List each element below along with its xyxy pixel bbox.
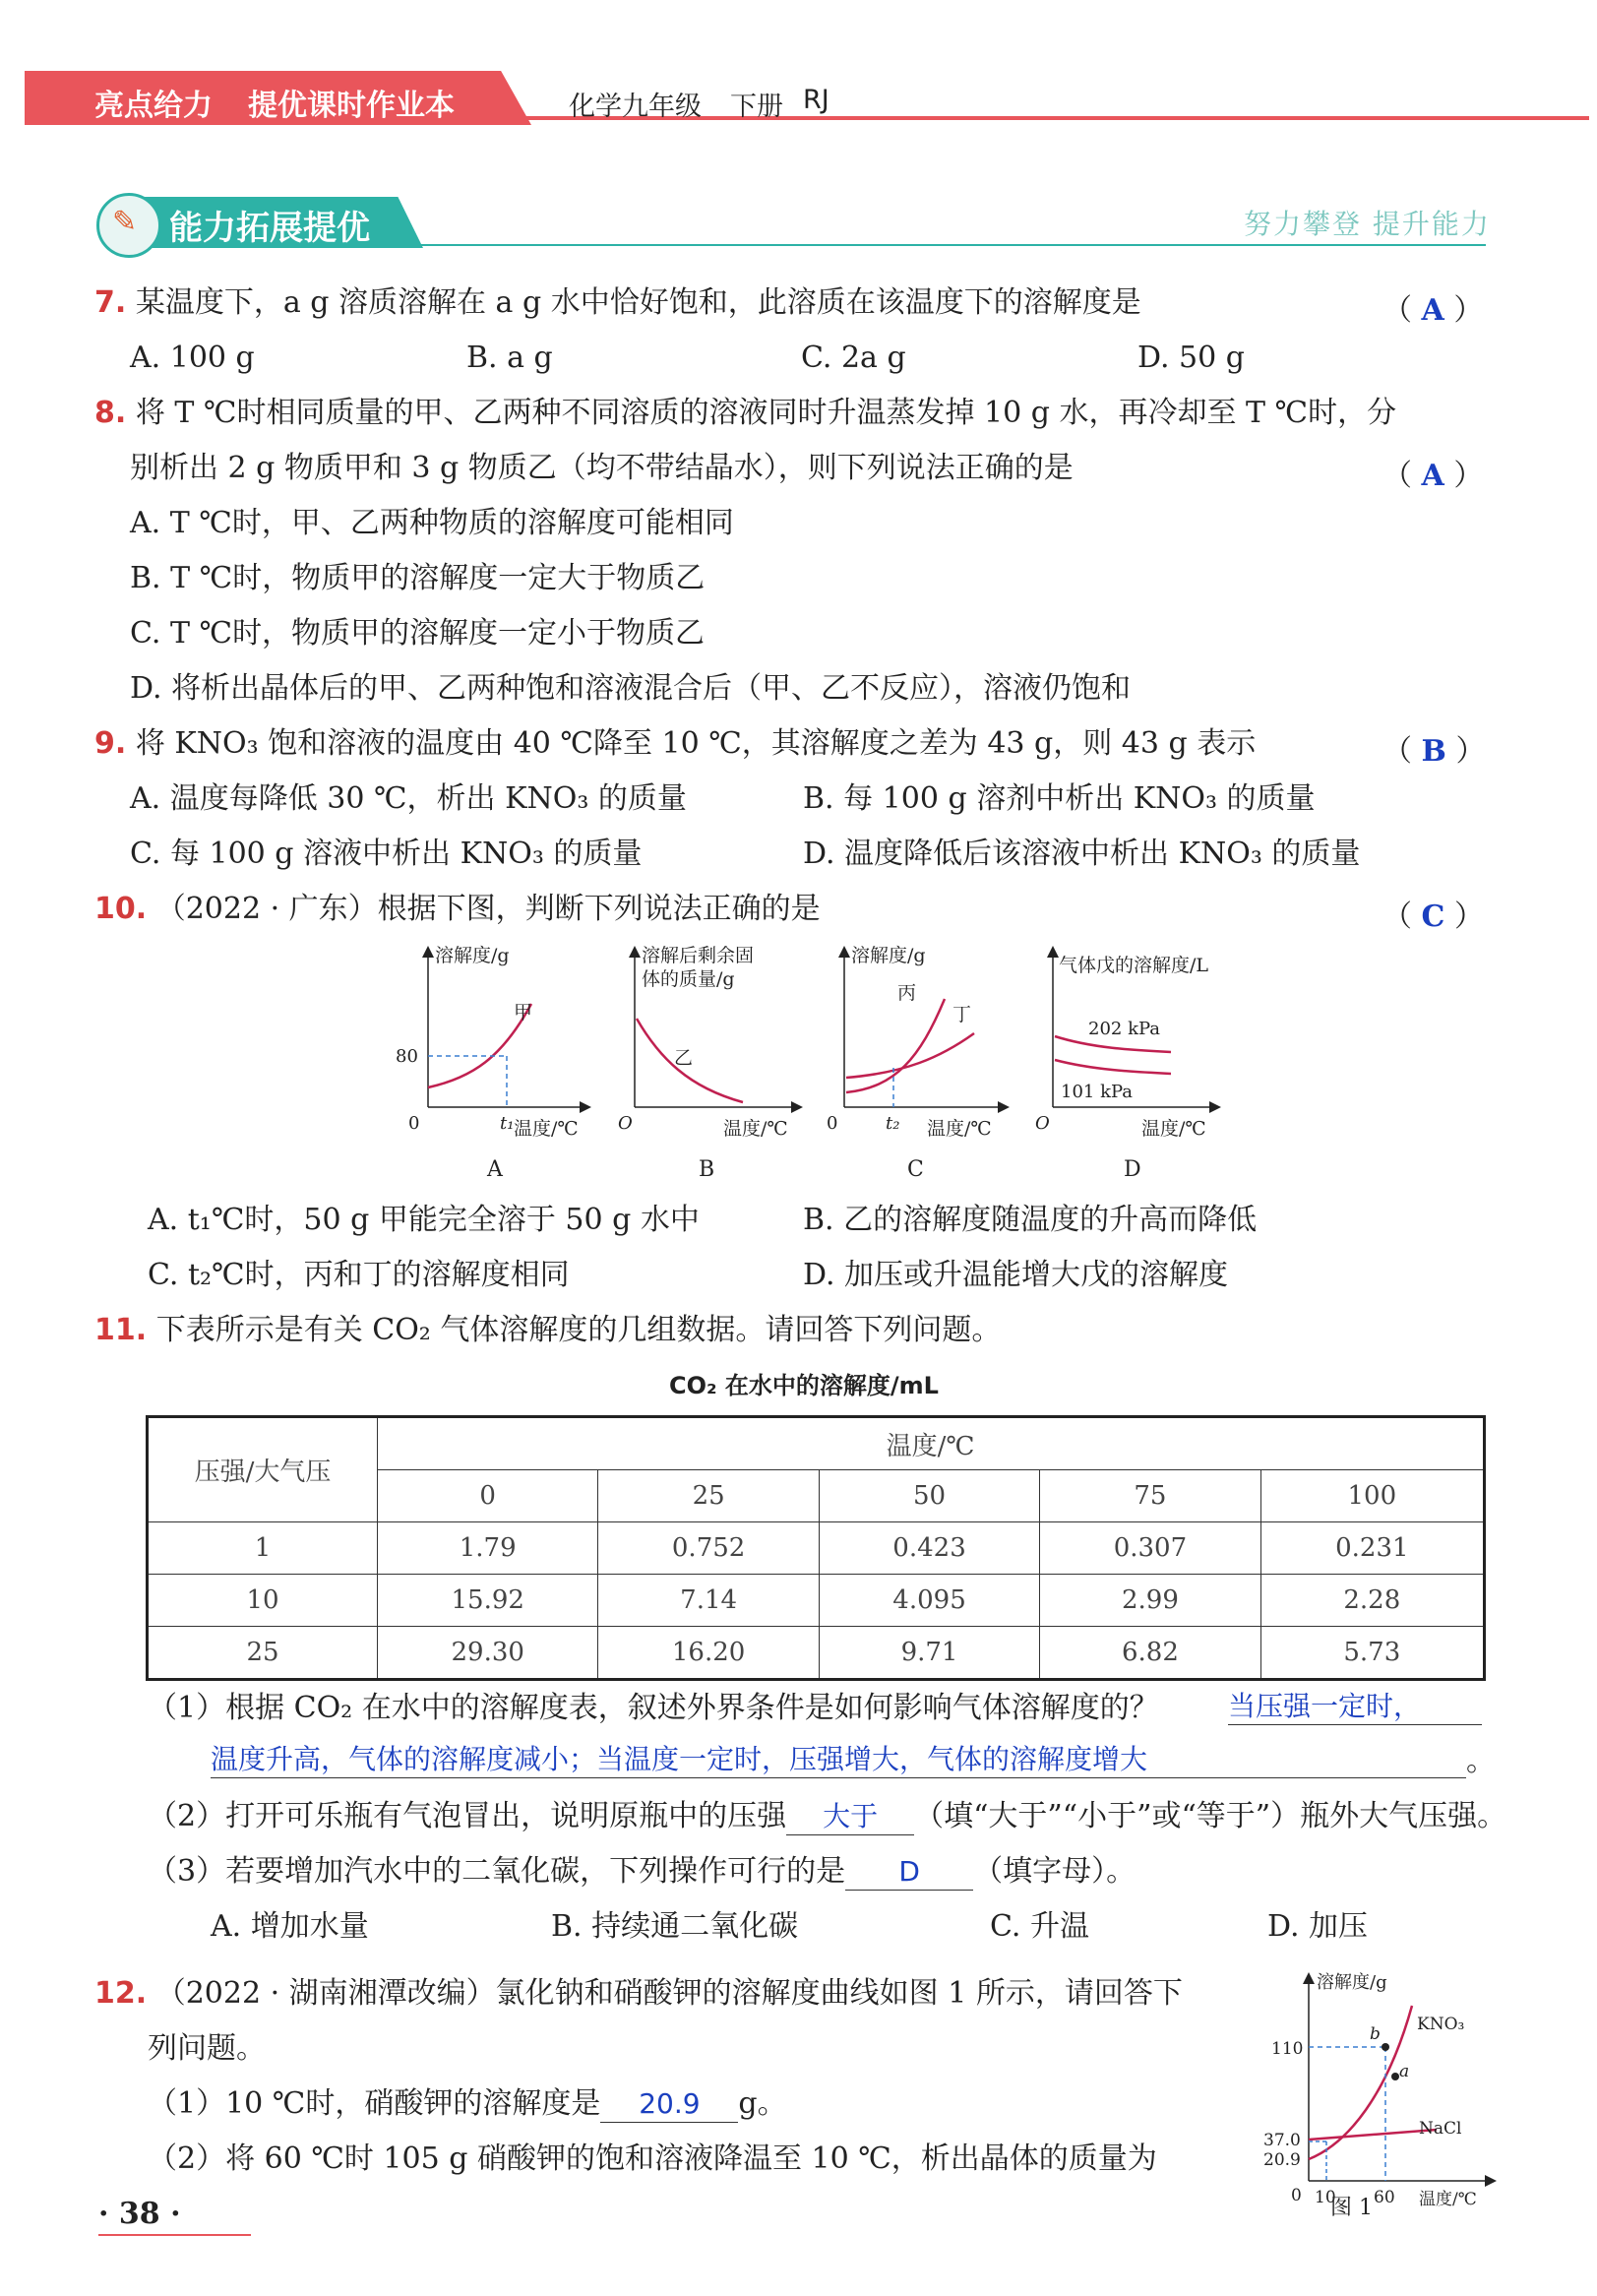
- graph-a-origin: 0: [408, 1113, 420, 1134]
- temp-0: 0: [378, 1470, 598, 1522]
- table-row-header: 压强/大气压: [148, 1417, 378, 1522]
- q7-number: 7.: [94, 285, 127, 320]
- brand-b: 提优课时作业本: [248, 89, 455, 123]
- section-rule: [413, 244, 1486, 246]
- q8-stem-line2: 别析出 2 g 物质甲和 3 g 物质乙（均不带结晶水），则下列说法正确的是: [130, 451, 1074, 485]
- graph-d-origin: O: [1035, 1113, 1050, 1134]
- fig1-xlabel: 温度/℃: [1419, 2190, 1477, 2209]
- fig1-point-b: [1382, 2043, 1389, 2051]
- q10-opt-d: D. 加压或升温能增大戊的溶解度: [803, 1258, 1229, 1292]
- pressure-cell: 10: [148, 1575, 378, 1627]
- fig1-nacl-curve: [1309, 2130, 1437, 2140]
- q10-opt-c: C. t₂℃时，丙和丁的溶解度相同: [148, 1258, 570, 1292]
- graph-c-caption: C: [907, 1157, 924, 1182]
- pressure-cell: 25: [148, 1627, 378, 1680]
- fig1-xtick-60: 60: [1374, 2188, 1395, 2207]
- graph-c-xtick: t₂: [886, 1113, 900, 1134]
- q12-number: 12.: [94, 1976, 148, 2011]
- q12-stem-line2: 列问题。: [148, 2031, 266, 2066]
- graph-b-caption: B: [699, 1157, 715, 1182]
- graph-d-caption: D: [1124, 1157, 1141, 1182]
- value-cell: 29.30: [378, 1627, 598, 1680]
- q7-opt-d: D. 50 g: [1137, 341, 1245, 375]
- q12-sub1-answer: 20.9: [600, 2086, 738, 2123]
- graph-c: [827, 945, 1004, 1182]
- q7-opt-c: C. 2a g: [801, 341, 906, 375]
- page-number: · 38 ·: [98, 2197, 181, 2231]
- q11-sub3-text-a: （3）若要增加汽水中的二氧化碳，下列操作可行的是: [148, 1854, 846, 1889]
- graph-d-curve-101: [1055, 1060, 1171, 1074]
- q11-sub1-answer-b: 温度升高，气体的溶解度减小；当温度一定时，压强增大，气体的溶解度增大: [211, 1738, 1466, 1778]
- q11-sub2-answer: 大于: [786, 1799, 914, 1835]
- q12-sub1-text-a: （1）10 ℃时，硝酸钾的溶解度是: [148, 2086, 601, 2121]
- q8-opt-b: B. T ℃时，物质甲的溶解度一定大于物质乙: [130, 561, 706, 595]
- graph-b-ylabel-1: 溶解后剩余固: [642, 945, 755, 966]
- graph-b-curve-label: 乙: [674, 1047, 694, 1069]
- graph-a-ylabel: 溶解度/g: [435, 945, 510, 966]
- q11-number: 11.: [94, 1313, 148, 1347]
- value-cell: 2.28: [1260, 1575, 1484, 1627]
- q10-graphs: [384, 940, 1250, 1186]
- co2-table-title: CO₂ 在水中的溶解度/mL: [669, 1372, 939, 1399]
- fig1-point-a: [1391, 2073, 1399, 2080]
- q10-text: （2022 · 广东）根据下图，判断下列说法正确的是: [155, 892, 821, 926]
- graph-b-origin: O: [618, 1113, 633, 1134]
- graph-d-curve-202-label: 202 kPa: [1088, 1019, 1161, 1039]
- subject: 化学九年级: [569, 92, 702, 122]
- q11-stem: [94, 1313, 1001, 1348]
- value-cell: 4.095: [819, 1575, 1039, 1627]
- table-row: [148, 1522, 1485, 1575]
- q11-text: 下表所示是有关 CO₂ 气体溶解度的几组数据。请回答下列问题。: [155, 1313, 1002, 1347]
- q11-sub2-text-a: （2）打开可乐瓶有气泡冒出，说明原瓶中的压强: [148, 1799, 787, 1833]
- temp-50: 50: [819, 1470, 1039, 1522]
- q11-sub1-answer-a: 当压强一定时，: [1228, 1685, 1482, 1725]
- q10-number: 10.: [94, 892, 148, 926]
- graph-d-ylabel: 气体戊的溶解度/L: [1059, 955, 1209, 976]
- value-cell: 2.99: [1040, 1575, 1260, 1627]
- page-number-rule: [98, 2234, 251, 2236]
- pencil-book-icon: ✎: [112, 205, 138, 239]
- value-cell: 5.73: [1260, 1627, 1484, 1680]
- graph-c-curve-ding: [846, 1033, 974, 1078]
- graph-c-ylabel: 溶解度/g: [851, 945, 926, 966]
- graph-c-curve-bing: [846, 999, 945, 1092]
- q7-answer: A: [1421, 293, 1444, 328]
- section-slogan: 努力攀登 提升能力: [1244, 208, 1491, 240]
- q12-figure-1: [1263, 1966, 1505, 2232]
- temp-25: 25: [598, 1470, 819, 1522]
- value-cell: 15.92: [378, 1575, 598, 1627]
- q8-opt-a: A. T ℃时，甲、乙两种物质的溶解度可能相同: [130, 506, 734, 540]
- fig1-ytick-110: 110: [1271, 2039, 1304, 2059]
- q7-opt-a: A. 100 g: [130, 341, 255, 375]
- q8-opt-c: C. T ℃时，物质甲的溶解度一定小于物质乙: [130, 616, 706, 651]
- q11-opt-a: A. 增加水量: [211, 1909, 369, 1944]
- q8-number: 8.: [94, 396, 127, 430]
- q8-opt-d: D. 将析出晶体后的甲、乙两种饱和溶液混合后（甲、乙不反应），溶液仍饱和: [130, 671, 1132, 706]
- graph-c-curve-bing-label: 丙: [897, 982, 917, 1004]
- fig1-caption: 图 1: [1330, 2196, 1373, 2220]
- q11-sub3: [148, 1854, 1136, 1891]
- graph-b: [618, 945, 797, 1182]
- temp-100: 100: [1260, 1470, 1484, 1522]
- fig1-ylabel: 溶解度/g: [1317, 1972, 1387, 1993]
- graph-a-curve-label: 甲: [514, 1002, 533, 1024]
- graph-c-xlabel: 温度/℃: [927, 1118, 992, 1140]
- value-cell: 0.231: [1260, 1522, 1484, 1575]
- fig1-kno3-label: KNO₃: [1417, 2015, 1465, 2034]
- value-cell: 6.82: [1040, 1627, 1260, 1680]
- q8-answer-slot: （ A ）: [1382, 459, 1484, 493]
- fig1-ytick-209: 20.9: [1263, 2150, 1301, 2170]
- q8-stem-line1: [94, 396, 1396, 431]
- q10-opt-a: A. t₁℃时，50 g 甲能完全溶于 50 g 水中: [148, 1203, 700, 1237]
- q11-sub1-end: 。: [1466, 1744, 1496, 1778]
- value-cell: 0.752: [598, 1522, 819, 1575]
- q12-sub1: [148, 2086, 787, 2123]
- q8-answer: A: [1421, 459, 1444, 493]
- graph-a: [396, 945, 585, 1182]
- q9-opt-b: B. 每 100 g 溶剂中析出 KNO₃ 的质量: [803, 781, 1316, 816]
- q9-stem: [94, 726, 1256, 762]
- q11-opt-b: B. 持续通二氧化碳: [551, 1909, 799, 1944]
- graph-b-ylabel-2: 体的质量/g: [642, 968, 735, 990]
- co2-table: [146, 1415, 1486, 1681]
- section-title: 能力拓展提优: [169, 209, 370, 248]
- volume: 下册: [730, 92, 783, 122]
- brand-a: 亮点给力: [94, 89, 213, 123]
- graph-b-xlabel: 温度/℃: [723, 1118, 788, 1140]
- graph-d: [1035, 952, 1215, 1182]
- q9-number: 9.: [94, 726, 127, 761]
- value-cell: 0.423: [819, 1522, 1039, 1575]
- q9-opt-a: A. 温度每降低 30 ℃，析出 KNO₃ 的质量: [130, 781, 687, 816]
- q10-answer: C: [1421, 900, 1445, 934]
- graph-a-xtick: t₁: [500, 1113, 515, 1134]
- q12-sub2: （2）将 60 ℃时 105 g 硝酸钾的饱和溶液降温至 10 ℃，析出晶体的质量为: [148, 2141, 1157, 2176]
- q7-answer-slot: （ A ）: [1382, 293, 1484, 328]
- graph-a-caption: A: [487, 1157, 503, 1182]
- table-row: [148, 1575, 1485, 1627]
- fig1-point-b-label: b: [1370, 2024, 1381, 2044]
- q11-sub1: [148, 1691, 1159, 1726]
- q10-answer-slot: （ C ）: [1382, 900, 1484, 934]
- q11-sub2: [148, 1799, 1506, 1835]
- q10-stem: [94, 892, 821, 927]
- temp-75: 75: [1040, 1470, 1260, 1522]
- value-cell: 7.14: [598, 1575, 819, 1627]
- q9-answer-slot: （ B ）: [1382, 734, 1486, 769]
- q9-opt-c: C. 每 100 g 溶液中析出 KNO₃ 的质量: [130, 837, 643, 871]
- q8-text-1: 将 T ℃时相同质量的甲、乙两种不同溶质的溶液同时升温蒸发掉 10 g 水，再冷却至 T ℃时，分: [135, 396, 1397, 430]
- fig1-xtick-10: 10: [1315, 2188, 1336, 2207]
- value-cell: 9.71: [819, 1627, 1039, 1680]
- pressure-cell: 1: [148, 1522, 378, 1575]
- q12-text-1: （2022 · 湖南湘潭改编）氯化钠和硝酸钾的溶解度曲线如图 1 所示，请回答下: [155, 1976, 1183, 2011]
- value-cell: 1.79: [378, 1522, 598, 1575]
- q7-text: 某温度下，a g 溶质溶解在 a g 水中恰好饱和，此溶质在该温度下的溶解度是: [135, 285, 1141, 320]
- graph-c-curve-ding-label: 丁: [952, 1004, 972, 1025]
- fig1-origin: 0: [1291, 2186, 1302, 2205]
- graph-a-xlabel: 温度/℃: [514, 1118, 579, 1140]
- edition: RJ: [803, 85, 829, 115]
- table-col-group: 温度/℃: [378, 1417, 1485, 1470]
- graph-d-xlabel: 温度/℃: [1141, 1118, 1206, 1140]
- q7-opt-b: B. a g: [466, 341, 553, 375]
- table-row: [148, 1627, 1485, 1680]
- q9-text: 将 KNO₃ 饱和溶液的温度由 40 ℃降至 10 ℃，其溶解度之差为 43 g，则 43 g 表示: [135, 726, 1257, 761]
- graph-c-origin: 0: [827, 1113, 838, 1134]
- q11-sub3-text-b: （填字母）。: [973, 1854, 1136, 1889]
- fig1-point-a-label: a: [1399, 2062, 1410, 2081]
- graph-a-ytick: 80: [396, 1046, 418, 1067]
- q11-opt-d: D. 加压: [1267, 1909, 1369, 1944]
- q10-opt-b: B. 乙的溶解度随温度的升高而降低: [803, 1203, 1258, 1237]
- q11-opt-c: C. 升温: [990, 1909, 1089, 1944]
- q9-opt-d: D. 温度降低后该溶液中析出 KNO₃ 的质量: [803, 837, 1361, 871]
- value-cell: 16.20: [598, 1627, 819, 1680]
- q11-sub2-text-b: （填“大于”“小于”或“等于”）瓶外大气压强。: [914, 1799, 1507, 1833]
- q12-sub1-text-b: g。: [738, 2086, 787, 2121]
- q12-stem-line1: [94, 1976, 1183, 2012]
- graph-d-curve-101-label: 101 kPa: [1061, 1082, 1134, 1102]
- q11-sub3-answer: D: [845, 1854, 973, 1891]
- fig1-nacl-label: NaCl: [1419, 2119, 1462, 2139]
- q11-sub1-text: （1）根据 CO₂ 在水中的溶解度表，叙述外界条件是如何影响气体溶解度的？: [148, 1691, 1159, 1725]
- q7-stem: [94, 285, 1141, 321]
- fig1-ytick-37: 37.0: [1263, 2131, 1301, 2150]
- q9-answer: B: [1421, 734, 1446, 769]
- value-cell: 0.307: [1040, 1522, 1260, 1575]
